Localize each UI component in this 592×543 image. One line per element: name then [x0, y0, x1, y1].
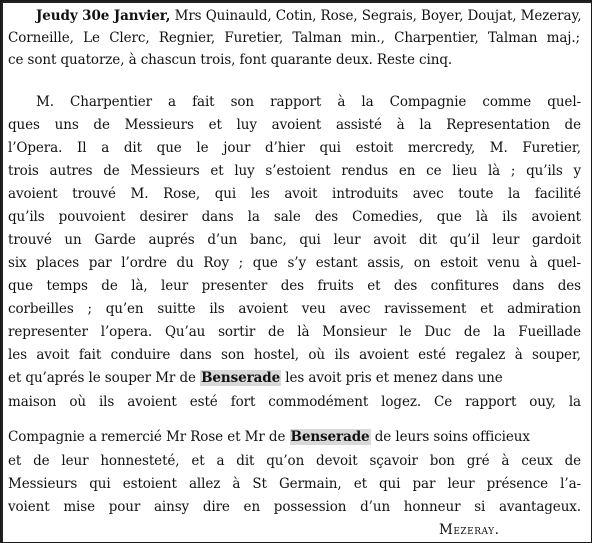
- report-line-8: six places par l’ordre du Roy ; que s’y estant assis, on estoit venu à quel-: [8, 255, 581, 271]
- highlighted-name: Benserade: [290, 429, 370, 445]
- header-text-1: Mrs Quinauld, Cotin, Rose, Segrais, Boyer, Doujat, Mezeray,: [174, 8, 582, 24]
- report-line-11: representer l’opera. Qu’au sortir de là Monsieur le Duc de la Fueillade: [8, 324, 581, 340]
- report-line-5: avoient trouvé M. Rose, qui les avoit introduits avec toute la facilité: [8, 186, 581, 202]
- thanks-line-1-end: de leurs soins officieux: [370, 429, 530, 445]
- thanks-line-1-start: Compagnie a remercié Mr Rose et Mr de: [8, 429, 290, 445]
- report-line-4: trois autres de Messieurs et luy s’estoient rendus en ce lieu là ; qu’ils y: [8, 163, 581, 179]
- signature: Mezeray.: [439, 522, 500, 538]
- report-line-12: les avoit fait conduire dans son hostel, où ils avoient esté regalez à souper,: [8, 347, 581, 363]
- report-line-9: que temps de là, leur presenter des fruits et des confitures dans des: [8, 278, 581, 294]
- thanks-line-2: et de leur honnesteté, et a dit qu’on devoit sçavoir bon gré à ceux de: [8, 453, 581, 469]
- report-line-13: [8, 369, 581, 387]
- report-line-10: corbeilles ; qu’en suitte ils avoient veu avec ravissement et admiration: [8, 301, 581, 317]
- report-line-13-end: les avoit pris et menez dans une: [281, 370, 503, 386]
- header-line-1: [36, 7, 588, 25]
- report-line-13-start: et qu’aprés le souper Mr de: [8, 370, 201, 386]
- thanks-line-3: Messieurs qui estoient allez à St Germain, et qui par leur présence l’a-: [8, 476, 581, 492]
- report-line-7: trouvé un Garde auprés d’un banc, qui leur avoit dit qu’il leur gardoit: [8, 232, 581, 248]
- thanks-line-1: [8, 428, 581, 446]
- highlighted-name: Benserade: [201, 370, 281, 386]
- report-line-2: ques uns de Messieurs et luy avoient assisté à la Representation de: [8, 117, 581, 133]
- header-line-2: Corneille, Le Clerc, Regnier, Furetier, Talman min., Charpentier, Talman maj.;: [8, 30, 580, 46]
- report-line-6: qu’ils pouvoient desirer dans la sale des Comedies, que là ils avoient: [8, 209, 581, 225]
- report-line-3: l’Opera. Il a dit que le jour d’hier qui estoit mercredy, M. Furetier,: [8, 140, 581, 156]
- report-line-14: maison où ils avoient esté fort commodément logez. Ce rapport ouy, la: [8, 394, 581, 410]
- report-line-1: M. Charpentier a fait son rapport à la Compagnie comme quel-: [36, 94, 581, 110]
- session-date: Jeudy 30e Janvier,: [36, 8, 171, 24]
- thanks-line-4: voient mise pour ainsy dire en possession d’un honneur si avantageux.: [8, 499, 581, 515]
- header-line-3: ce sont quatorze, à chascun trois, font quarante deux. Reste cinq.: [8, 52, 453, 68]
